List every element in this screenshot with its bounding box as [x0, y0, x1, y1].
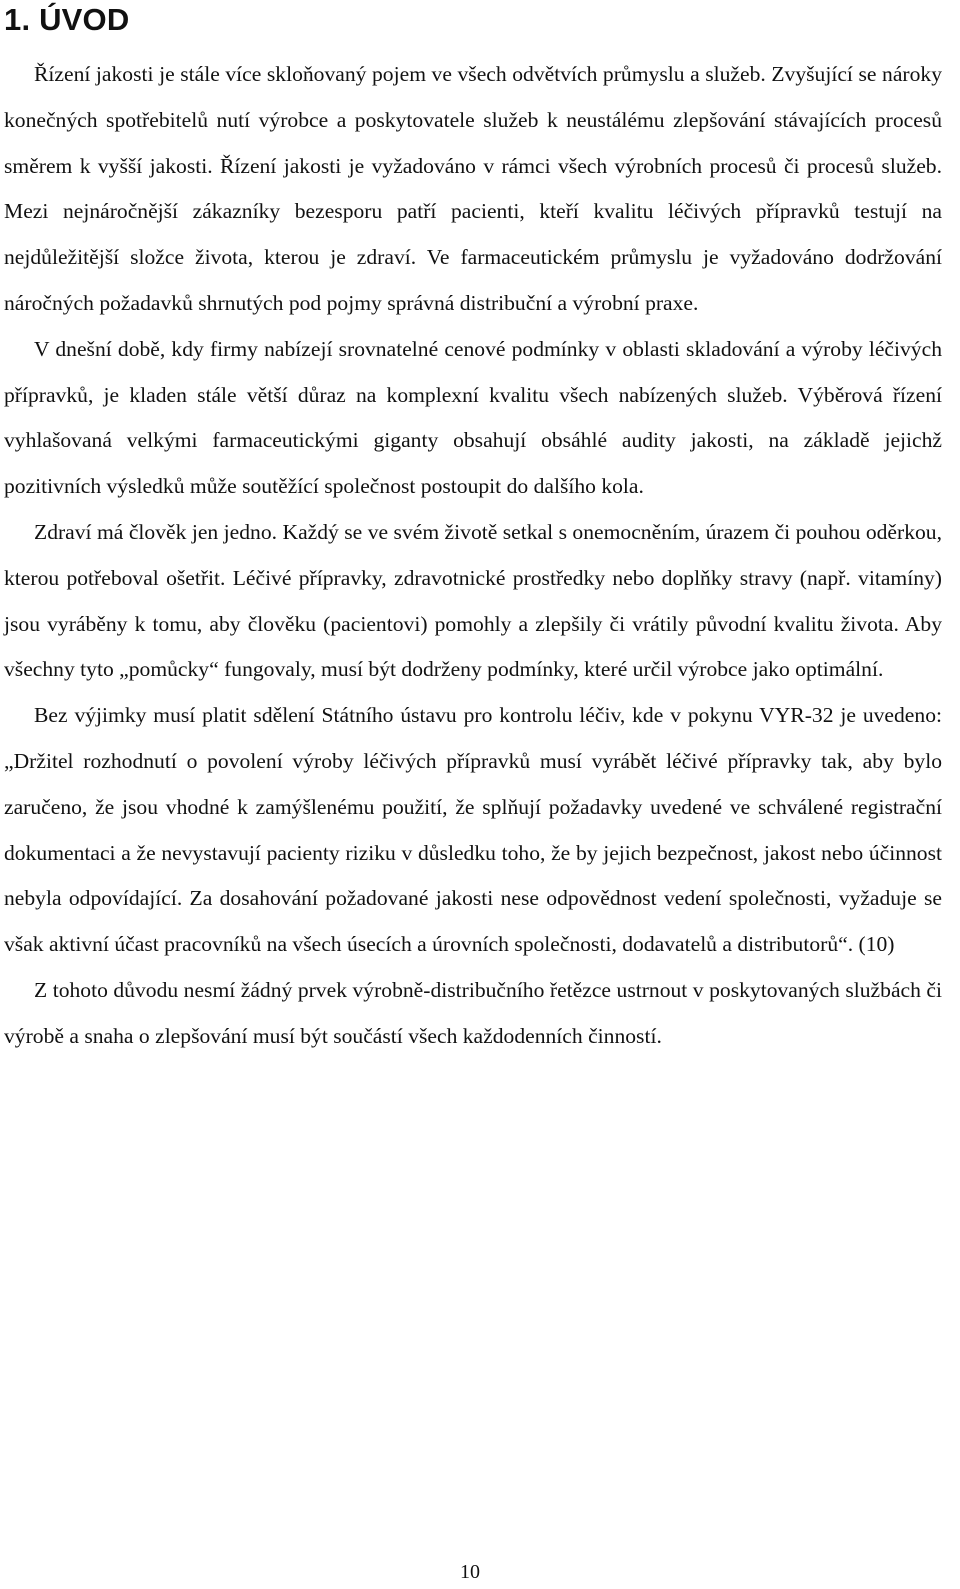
paragraph-2: V dnešní době, kdy firmy nabízejí srovnatelné cenové podmínky v oblasti skladování a výroby léčivých přípravků, je kladen stále větší důraz na komplexní kvalitu všech nabízených služeb. Výběrová řízení vyhlašovaná velkými farmaceutickými giganty obsahují obsáhlé audity jakosti, na základě jejichž pozitivních výsledků může soutěžící společnost postoupit do dalšího kola.: [4, 336, 942, 499]
paragraph-1: Řízení jakosti je stále více skloňovaný pojem ve všech odvětvích průmyslu a služeb. Zvyšující se nároky konečných spotřebitelů nutí výrobce a poskytovatele služeb k neustálému zlepšování stávajících procesů směrem k vyšší jakosti. Řízení jakosti je vyžadováno v rámci všech výrobních procesů či procesů služeb. Mezi nejnáročnější zákazníky bezesporu patří pacienti, kteří kvalitu léčivých přípravků testují na nejdůležitější složce života, kterou je zdraví. Ve farmaceutickém průmyslu je vyžadováno dodržování náročných požadavků shrnutých pod pojmy správná distribuční a výrobní praxe.: [4, 62, 942, 315]
paragraph-3: Zdraví má člověk jen jedno. Každý se ve svém životě setkal s onemocněním, úrazem či pouhou oděrkou, kterou potřeboval ošetřit. Léčivé přípravky, zdravotnické prostředky nebo doplňky stravy (např. vitamíny) jsou vyráběny k tomu, aby člověku (pacientovi) pomohly a zlepšily či vrátily původní kvalitu života. Aby všechny tyto „pomůcky“ fungovaly, musí být dodrženy podmínky, které určil výrobce jako optimální.: [4, 519, 942, 682]
chapter-heading: 1. ÚVOD: [4, 2, 130, 37]
paragraph-4: Bez výjimky musí platit sdělení Státního ústavu pro kontrolu léčiv, kde v pokynu VYR-32 je uvedeno: „Držitel rozhodnutí o povolení výroby léčivých přípravků musí vyrábět léčivé přípravky tak, aby bylo zaručeno, že jsou vhodné k zamýšlenému použití, že splňují požadavky uvedené ve schválené registrační dokumentaci a že nevystavují pacienty riziku v důsledku toho, že by jejich bezpečnost, jakost nebo účinnost nebyla odpovídající. Za dosahování požadované jakosti nese odpovědnost vedení společnosti, vyžaduje se však aktivní účast pracovníků na všech úsecích a úrovních společnosti, dodavatelů a distributorů“. (10): [4, 703, 942, 957]
paragraph-5: Z tohoto důvodu nesmí žádný prvek výrobně-distribučního řetězce ustrnout v poskytovaných službách či výrobě a snaha o zlepšování musí být součástí všech každodenních činností.: [4, 977, 942, 1048]
chapter-body: [4, 52, 942, 1060]
page-number: 10: [460, 1561, 480, 1583]
